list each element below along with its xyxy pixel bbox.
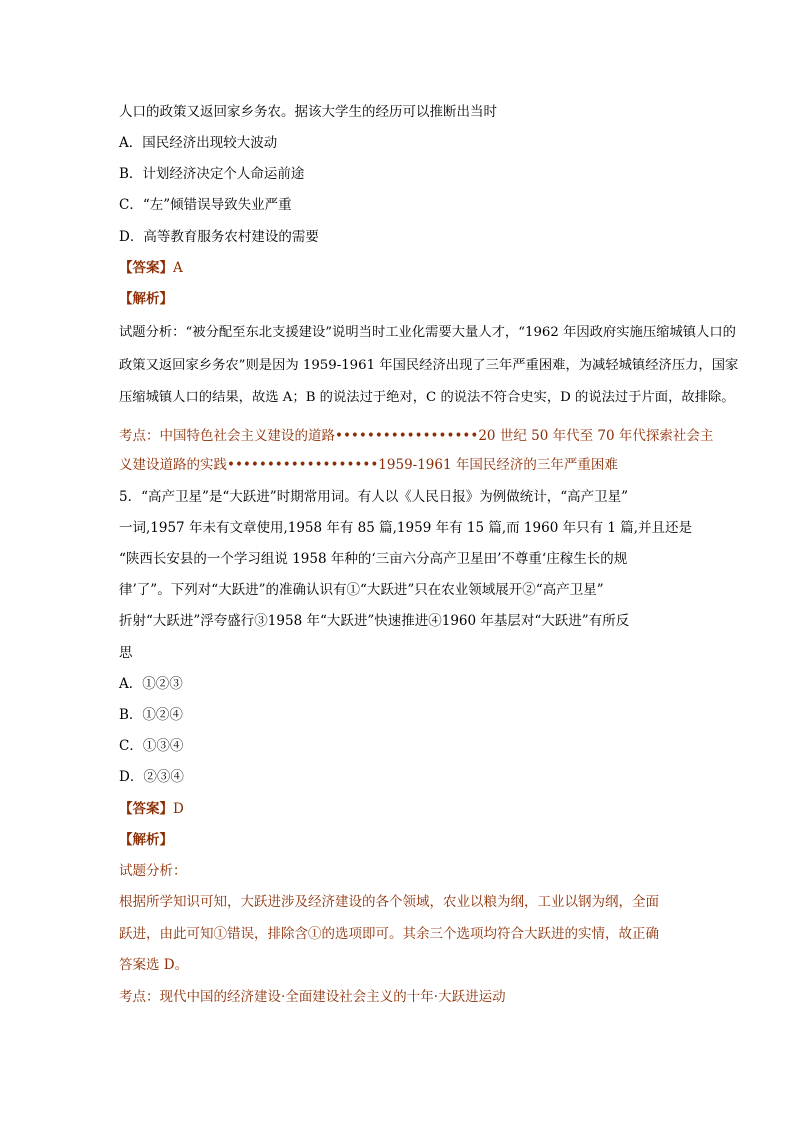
q4-answer: [119, 258, 183, 278]
q5-stem-line-5: 折射“大跃进”浮夸盛行③1958 年“大跃进”快速推进④1960 年基层对“大跃进”有所反: [119, 613, 630, 629]
q4-kaodian-line-1: [119, 426, 713, 446]
q5-analysis-line-3: 跃进，由此可知①错误，排除含①的选项即可。其余三个选项均符合大跃进的实情，故正确: [119, 926, 659, 942]
q4-kaodian-line-1-text: 考点：中国特色社会主义建设的道路: [119, 428, 335, 444]
q4-option-c: C．“左”倾错误导致失业严重: [119, 197, 292, 213]
q5-stem-line-2: 一词,1957 年未有文章使用,1958 年有 85 篇,1959 年有 15 篇,而 1960 年只有 1 篇,并且还是: [119, 520, 693, 536]
q4-kaodian-line-2-dots: •••••••••••••••••••: [227, 457, 379, 473]
q4-stem-tail: 人口的政策又返回家乡务农。据该大学生的经历可以推断出当时: [119, 104, 497, 120]
q4-analysis-line-2: 政策又返回家乡务农”则是因为 1959-1961 年国民经济出现了三年严重困难，为减轻城镇经济压力，国家: [119, 358, 739, 373]
q5-stem-line-1: 5．“高产卫星”是“大跃进”时期常用词。有人以《人民日报》为例做统计，“高产卫星”: [119, 489, 628, 505]
q4-kaodian-line-2-text: 义建设道路的实践: [119, 457, 227, 473]
q5-analysis-line-2: 根据所学知识可知，大跃进涉及经济建设的各个领域，农业以粮为纲，工业以钢为纲，全面: [119, 894, 659, 910]
q5-answer: [119, 799, 184, 819]
q4-kaodian-line-1-tail: 20 世纪 50 年代至 70 年代探索社会主: [478, 428, 714, 444]
q4-kaodian-line-2: [119, 455, 618, 475]
q5-option-a: A．①②③: [119, 676, 183, 692]
q5-option-d: D．②③④: [119, 769, 184, 785]
q5-stem-line-4: 律’了”。下列对“大跃进”的准确认识有①“大跃进”只在农业领域展开②“高产卫星”: [119, 582, 604, 598]
q4-answer-label: 【答案】: [119, 260, 173, 276]
q5-kaodian: 考点：现代中国的经济建设·全面建设社会主义的十年·大跃进运动: [119, 989, 506, 1005]
q4-answer-value: A: [173, 260, 183, 276]
q5-stem-line-3: “陕西长安县的一个学习组说 1958 年种的‘三亩六分高产卫星田’不尊重‘庄稼生长的规: [119, 551, 628, 567]
q4-analysis-label: 【解析】: [119, 291, 173, 307]
q5-analysis-label: 【解析】: [119, 832, 173, 848]
q4-option-a: A．国民经济出现较大波动: [119, 135, 278, 151]
q5-analysis-line-4: 答案选 D。: [119, 957, 189, 973]
q4-kaodian-line-2-tail: 1959-1961 年国民经济的三年严重困难: [378, 457, 618, 473]
q4-option-d: D．高等教育服务农村建设的需要: [119, 229, 319, 245]
q5-answer-label: 【答案】: [119, 801, 173, 817]
q4-analysis-line-3: 压缩城镇人口的结果，故选 A；B 的说法过于绝对，C 的说法不符合史实，D 的说法过于片面，故排除。: [119, 390, 735, 405]
q5-analysis-line-1: 试题分析：: [119, 863, 187, 879]
q5-option-c: C．①③④: [119, 738, 184, 754]
q5-answer-value: D: [173, 801, 184, 817]
q5-stem-line-6: 思: [119, 645, 133, 661]
q5-option-b: B．①②④: [119, 707, 183, 723]
q4-analysis-line-1: 试题分析：“被分配至东北支援建设”说明当时工业化需要大量人才，“1962 年因政府实施压缩城镇人口的: [119, 325, 736, 340]
q4-kaodian-line-1-dots: ••••••••••••••••••: [335, 428, 479, 444]
q4-option-b: B．计划经济决定个人命运前途: [119, 166, 305, 182]
